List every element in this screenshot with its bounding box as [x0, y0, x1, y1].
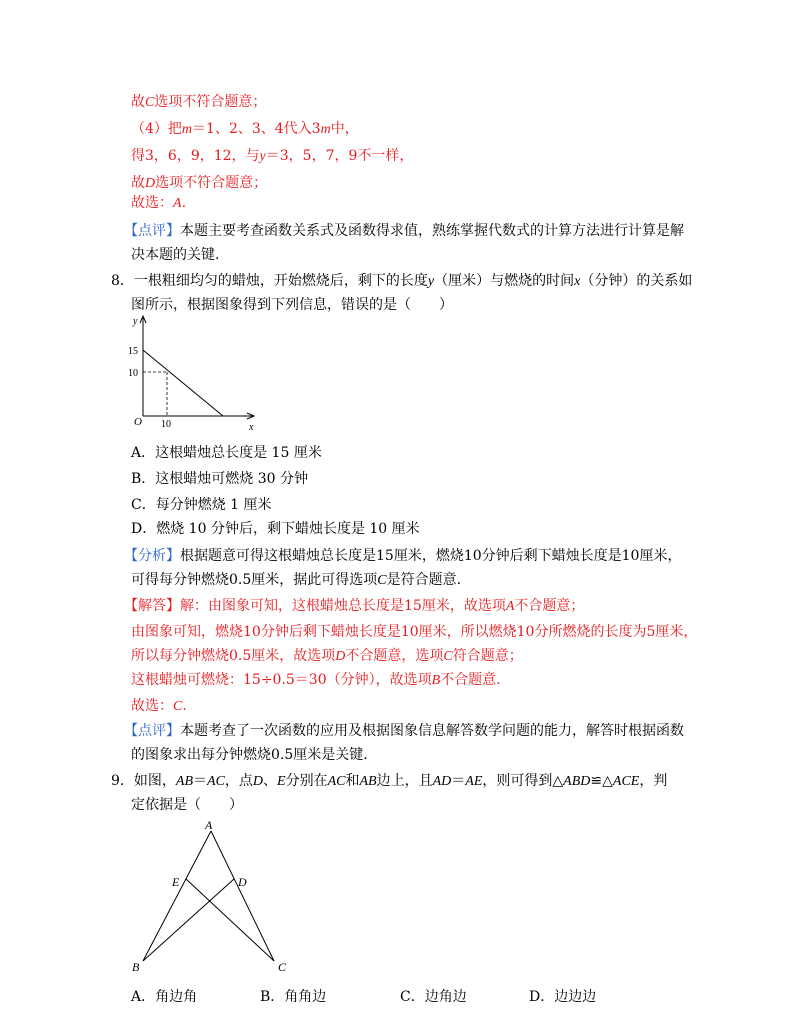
- prev-solution-line-4: 故D选项不符合题意；: [131, 175, 268, 191]
- q8-stem-line-2: 图所示，根据图象得到下列信息，错误的是（ ）: [131, 297, 453, 313]
- origin-label: O: [134, 416, 142, 428]
- q8-stem-line-1: 8．一根粗细均匀的蜡烛，开始燃烧后，剩下的长度y（厘米）与燃烧的时间x（分钟）的关系如: [111, 273, 693, 289]
- q9-option-d[interactable]: D．边边边: [529, 989, 597, 1005]
- q8-candle-graph: [125, 312, 265, 434]
- point-e-label: E: [172, 875, 180, 889]
- q9-triangle-figure: [128, 815, 298, 977]
- x-axis-label: x: [249, 422, 254, 433]
- comment-tag: 【点评】: [124, 223, 180, 239]
- q9-stem-line-1: 9．如图，AB＝AC，点D、E分别在AC和AB边上，且AD＝AE，则可得到△ABD≌△ACE，判: [111, 773, 668, 789]
- q8-analysis-line-2: 可得每分钟燃烧0.5厘米，据此可得选项C是符合题意.: [131, 572, 462, 588]
- point-c-label: C: [278, 960, 287, 974]
- prev-solution-line-1: 故C选项不符合题意；: [131, 94, 267, 110]
- q8-option-c[interactable]: C．每分钟燃烧 1 厘米: [131, 497, 272, 513]
- q8-answer-line-3: 所以每分钟燃烧0.5厘米，故选项D不合题意，选项C符合题意；: [131, 648, 523, 664]
- function-line: [143, 350, 223, 416]
- segment-ce: [186, 879, 274, 961]
- tick-label-10-x: 10: [161, 419, 171, 430]
- q8-option-b[interactable]: B．这根蜡烛可燃烧 30 分钟: [131, 471, 309, 487]
- q8-answer-line-1: 【解答】解：由图象可知，这根蜡烛总长度是15厘米，故选项A不合题意；: [124, 598, 585, 614]
- q8-comment-line-1: 【点评】本题考查了一次函数的应用及根据图象信息解答数学问题的能力，解答时根据函数: [124, 723, 684, 739]
- tick-label-10-y: 10: [128, 368, 138, 379]
- y-axis-label: y: [133, 316, 138, 327]
- side-ab: [143, 831, 211, 961]
- q9-option-b[interactable]: B．角角边: [260, 989, 327, 1005]
- point-d-label: D: [238, 875, 247, 889]
- prev-comment-line-2: 决本题的关键.: [131, 247, 220, 263]
- q8-comment-line-2: 的图象求出每分钟燃烧0.5厘米是关键.: [131, 747, 368, 763]
- prev-solution-line-3: 得3，6，9，12，与y＝3，5，7，9不一样，: [131, 148, 414, 164]
- side-ac: [211, 831, 274, 961]
- q9-stem-line-2: 定依据是（ ）: [131, 797, 243, 813]
- tick-label-15: 15: [128, 346, 138, 357]
- q8-option-a[interactable]: A．这根蜡烛总长度是 15 厘米: [131, 445, 322, 461]
- segment-bd: [143, 879, 234, 961]
- q8-answer-line-5: 故选：C.: [131, 698, 187, 714]
- q9-option-a[interactable]: A．角边角: [131, 989, 198, 1005]
- q8-answer-line-2: 由图象可知，燃烧10分钟后剩下蜡烛长度是10厘米，所以燃烧10分所燃烧的长度为5厘米，: [131, 624, 698, 640]
- prev-solution-line-5: 故选：A.: [131, 195, 187, 211]
- point-b-label: B: [132, 960, 140, 974]
- q8-answer-line-4: 这根蜡烛可燃烧：15÷0.5＝30（分钟），故选项B不合题意.: [131, 672, 501, 688]
- q8-analysis-line-1: 【分析】根据题意可得这根蜡烛总长度是15厘米，燃烧10分钟后剩下蜡烛长度是10厘米，: [124, 548, 682, 564]
- prev-comment-line-1: 【点评】本题主要考查函数关系式及函数得求值，熟练掌握代数式的计算方法进行计算是解: [124, 223, 684, 239]
- analysis-tag: 【分析】: [124, 548, 180, 564]
- q8-option-d[interactable]: D．燃烧 10 分钟后，剩下蜡烛长度是 10 厘米: [131, 521, 420, 537]
- comment-tag: 【点评】: [124, 723, 180, 739]
- prev-solution-line-2: （4）把m＝1、2、3、4代入3m中，: [131, 121, 359, 137]
- answer-tag: 【解答】: [124, 598, 180, 614]
- q9-option-c[interactable]: C．边角边: [400, 989, 467, 1005]
- point-a-label: A: [205, 818, 213, 832]
